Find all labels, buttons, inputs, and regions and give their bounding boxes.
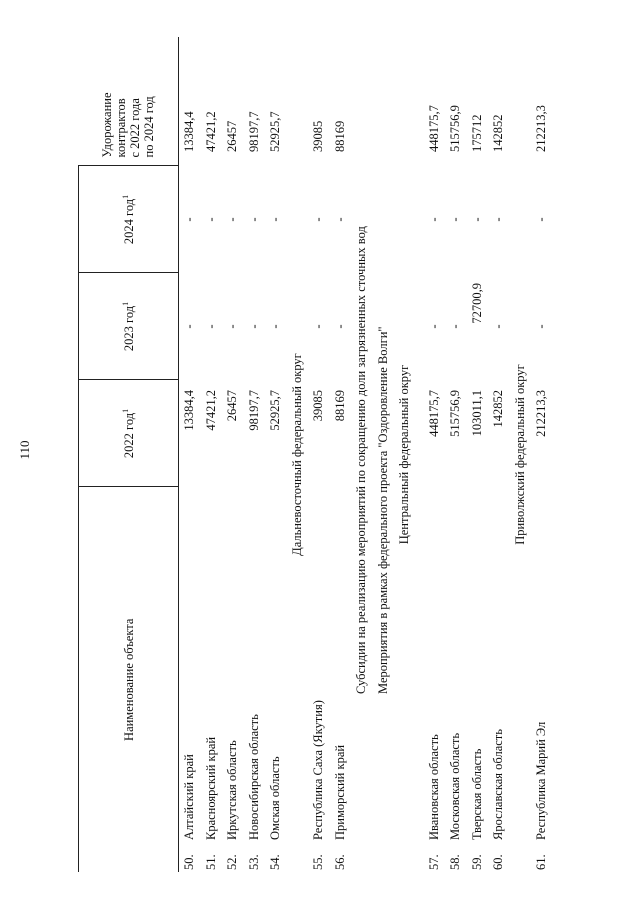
value-2023: - — [203, 324, 218, 329]
value-2022: 13384,4 — [182, 390, 197, 431]
table-row — [531, 37, 553, 872]
value-2023: - — [534, 324, 549, 329]
row-number: 50. — [182, 854, 197, 870]
value-2022: 52925,7 — [268, 390, 283, 431]
section-caption: Мероприятия в рамках федерального проекта "Оздоровление Волги" — [375, 326, 390, 694]
header-2022 — [79, 380, 179, 487]
footnote-mark: 1 — [120, 408, 130, 413]
table-body — [179, 37, 553, 872]
table-row — [467, 37, 489, 872]
value-2023: 72700,9 — [469, 283, 484, 324]
value-2022: 39085 — [311, 390, 326, 422]
row-number: 56. — [332, 854, 347, 870]
object-name-cell — [445, 487, 467, 872]
row-number: 61. — [534, 854, 549, 870]
object-name-cell — [488, 487, 510, 872]
spacer-cell — [416, 37, 424, 872]
value-2023: - — [311, 324, 326, 329]
object-name: Республика Саха (Якутия) — [311, 700, 326, 840]
header-increase-line: по 2024 год — [142, 96, 157, 158]
section-caption: Дальневосточный федеральный округ — [289, 353, 304, 556]
object-name-cell — [201, 487, 223, 872]
header-increase-line: контрактов — [114, 98, 129, 158]
object-name-cell — [424, 487, 446, 872]
header-2023-label: 2023 год — [121, 305, 136, 352]
object-name: Тверская область — [469, 748, 484, 840]
row-number: 57. — [426, 854, 441, 870]
object-name: Красноярский край — [203, 736, 218, 840]
header-2024 — [79, 166, 179, 273]
section-caption-row — [287, 37, 309, 872]
value-2024: - — [225, 217, 240, 222]
value-increase: 88169 — [332, 120, 347, 152]
value-2024: - — [332, 217, 347, 222]
value-2022: 448175,7 — [426, 390, 441, 437]
value-2022: 515756,9 — [448, 390, 463, 437]
value-2024: - — [426, 217, 441, 222]
header-increase-line: Удорожание — [100, 92, 115, 158]
section-caption-row — [373, 37, 395, 872]
object-name: Московская область — [448, 732, 463, 840]
header-2022-label: 2022 год — [121, 412, 136, 459]
table-header-row — [79, 37, 179, 872]
objects-table — [78, 37, 553, 872]
table-row — [488, 37, 510, 872]
object-name-cell — [179, 487, 201, 872]
table-row — [308, 37, 330, 872]
value-2024: - — [491, 217, 506, 222]
table-row — [179, 37, 201, 872]
object-name: Ярославская область — [491, 729, 506, 840]
row-number: 52. — [225, 854, 240, 870]
row-number: 53. — [246, 854, 261, 870]
table-row — [265, 37, 287, 872]
value-2024: - — [182, 217, 197, 222]
value-2023: - — [246, 324, 261, 329]
object-name-cell — [244, 487, 266, 872]
value-2024: - — [448, 217, 463, 222]
value-increase: 13384,4 — [182, 111, 197, 152]
value-2023: - — [426, 324, 441, 329]
value-increase: 142852 — [491, 114, 506, 152]
object-name-cell — [308, 487, 330, 872]
value-increase: 98197,7 — [246, 111, 261, 152]
section-caption-row — [510, 37, 532, 872]
value-increase: 175712 — [469, 114, 484, 152]
object-name-cell — [531, 487, 553, 872]
row-number: 59. — [469, 854, 484, 870]
value-2022: 212213,3 — [534, 390, 549, 437]
value-2022: 103011,1 — [469, 390, 484, 437]
table-row — [222, 37, 244, 872]
value-2023: - — [448, 324, 463, 329]
value-2023: - — [332, 324, 347, 329]
object-name-cell — [222, 487, 244, 872]
value-2024: - — [311, 217, 326, 222]
row-number: 54. — [268, 854, 283, 870]
row-number: 60. — [491, 854, 506, 870]
value-2024: - — [268, 217, 283, 222]
header-2023 — [79, 273, 179, 380]
footnote-mark: 1 — [120, 301, 130, 306]
header-increase-line: с 2022 года — [128, 98, 143, 158]
section-caption: Приволжский федеральный округ — [512, 364, 527, 545]
table-row — [330, 37, 352, 872]
value-2024: - — [246, 217, 261, 222]
value-2023: - — [182, 324, 197, 329]
object-name-cell — [330, 487, 352, 872]
header-increase — [79, 37, 179, 166]
table-row — [244, 37, 266, 872]
object-name: Алтайский край — [182, 754, 197, 840]
section-caption: Центральный федеральный округ — [397, 364, 412, 545]
value-increase: 448175,7 — [426, 105, 441, 152]
value-increase: 39085 — [311, 120, 326, 152]
value-2022: 47421,2 — [203, 390, 218, 431]
header-2024-label: 2024 год — [121, 198, 136, 245]
value-increase: 26457 — [225, 120, 240, 152]
section-caption-row — [351, 37, 373, 872]
footnote-mark: 1 — [120, 194, 130, 199]
page-number: 110 — [17, 440, 32, 460]
table-row — [424, 37, 446, 872]
value-2023: - — [268, 324, 283, 329]
value-increase: 52925,7 — [268, 111, 283, 152]
section-caption-row — [394, 37, 416, 872]
value-2022: 142852 — [491, 390, 506, 428]
table-row — [201, 37, 223, 872]
table-row — [445, 37, 467, 872]
value-increase: 47421,2 — [203, 111, 218, 152]
row-number: 55. — [311, 854, 326, 870]
value-2024: - — [203, 217, 218, 222]
object-name: Омская область — [268, 756, 283, 840]
spacer-row — [416, 37, 424, 872]
header-name: Наименование объекта — [79, 487, 179, 872]
object-name: Ивановская область — [426, 734, 441, 840]
section-caption: Субсидии на реализацию мероприятий по сокращению доли загрязненных сточных вод — [354, 226, 369, 694]
value-2023: - — [491, 324, 506, 329]
value-2024: - — [534, 217, 549, 222]
value-2022: 26457 — [225, 390, 240, 422]
object-name: Приморский край — [332, 744, 347, 840]
value-2022: 98197,7 — [246, 390, 261, 431]
value-2024: - — [469, 217, 484, 222]
row-number: 51. — [203, 854, 218, 870]
object-name: Республика Марий Эл — [534, 721, 549, 840]
object-name-cell — [265, 487, 287, 872]
row-number: 58. — [448, 854, 463, 870]
value-increase: 515756,9 — [448, 105, 463, 152]
object-name-cell — [467, 487, 489, 872]
value-2022: 88169 — [332, 390, 347, 422]
object-name: Иркутская область — [225, 740, 240, 840]
value-2023: - — [225, 324, 240, 329]
value-increase: 212213,3 — [534, 105, 549, 152]
object-name: Новосибирская область — [246, 714, 261, 840]
